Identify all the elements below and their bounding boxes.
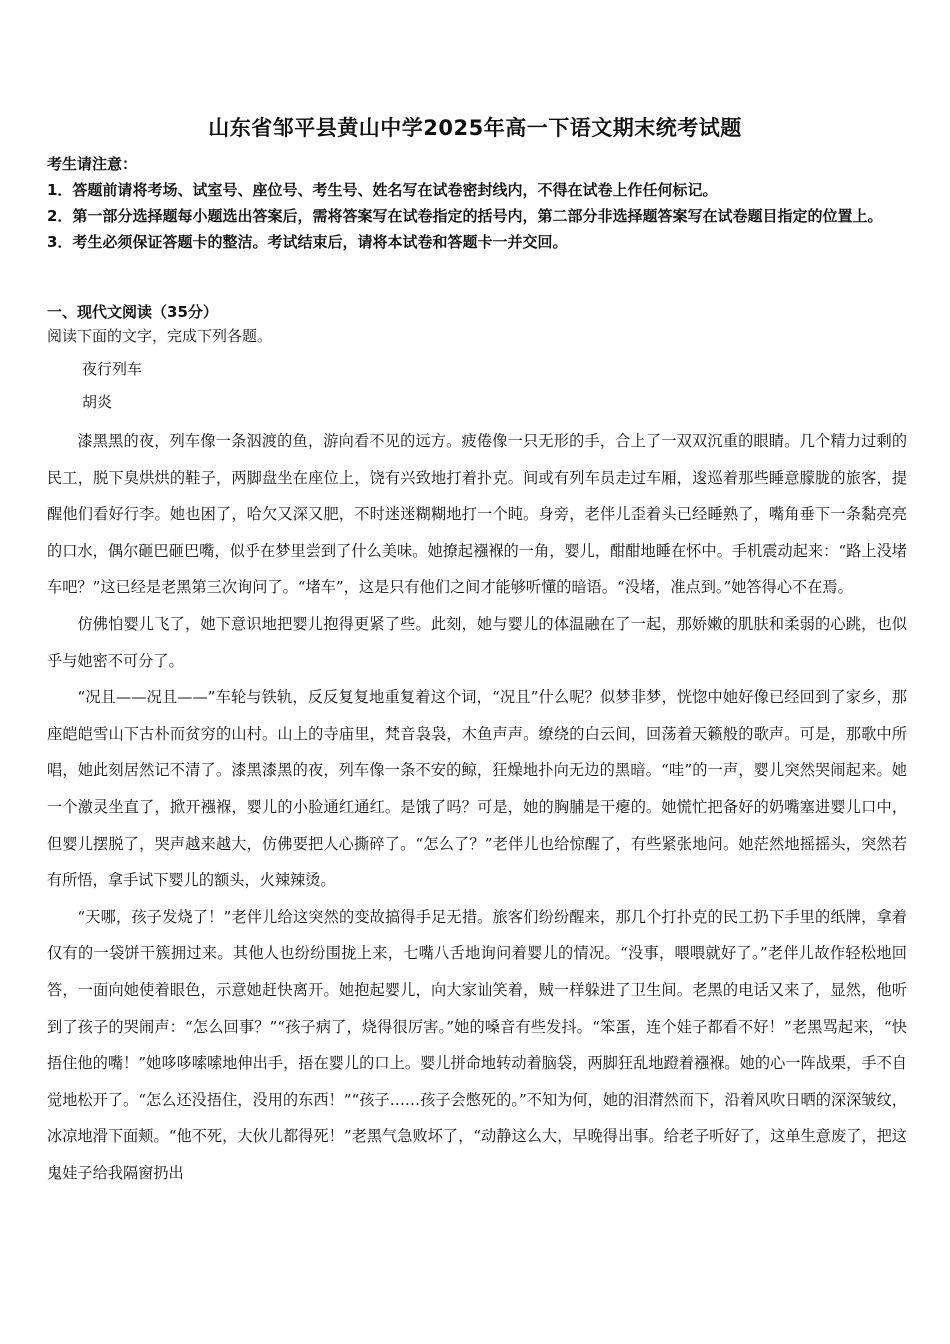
- story-paragraph-4: “天哪，孩子发烧了！”老伴儿给这突然的变故搞得手足无措。旅客们纷纷醒来，那几个打扑克的民工扔下手里的纸牌，拿着仅有的一袋饼干簇拥过来。其他人也纷纷围拢上来，七嘴八舌地询问着婴儿的情况。“没事，喂喂就好了。”老伴儿故作轻松地回答，一面向她使着眼色，示意她赶快离开。她抱起婴儿，向大家讪笑着，贼一样躲进了卫生间。老黑的电话又来了，显然，他听到了孩子的哭闹声：“怎么回事？”“孩子病了，烧得很厉害。”她的嗓音有些发抖。“笨蛋，连个娃子都看不好！”老黑骂起来，“快捂住他的嘴！”她哆哆嗦嗦地伸出手，捂在婴儿的口上。婴儿拼命地转动着脑袋，两脚狂乱地蹬着襁褓。她的心一阵战栗，手不自觉地松开了。“怎么还没捂住，没用的东西！”“孩子……孩子会憋死的。”不知为何，她的泪潸然而下，沿着风吹日晒的深深皱纹，冰凉地滑下面颊。“他不死，大伙儿都得死！”老黑气急败坏了，“动静这么大，早晚得出事。给老子听好了，这单生意废了，把这鬼娃子给我隔窗扔出: [47, 907, 907, 1182]
- story-paragraph-3: “况且——况且——”车轮与铁轨，反反复复地重复着这个词，“况且”什么呢？似梦非梦，恍惚中她好像已经回到了家乡，那座皑皑雪山下古朴而贫穷的山村。山上的寺庙里，梵音袅袅，木鱼声声。缭绕的白云间，回荡着天籁般的歌声。可是，那歌中所唱，她此刻居然记不清了。漆黑漆黑的夜，列车像一条不安的鲸，狂燥地扑向无边的黑暗。“哇”的一声，婴儿突然哭闹起来。她一个激灵坐直了，掀开襁褓，婴儿的小脸通红通红。是饿了吗？可是，她的胸脯是干瘪的。她慌忙把备好的奶嘴塞进婴儿口中，但婴儿摆脱了，哭声越来越大，仿佛要把人心撕碎了。“怎么了？”老伴儿也给惊醒了，有些紧张地问。她茫然地摇摇头，突然若有所悟，拿手试下婴儿的额头，火辣辣烫。: [47, 688, 907, 890]
- story-body: [47, 423, 907, 1191]
- section-instruction: 阅读下面的文字，完成下列各题。: [47, 327, 273, 345]
- notice-item-2: 2．第一部分选择题每小题选出答案后，需将答案写在试卷指定的括号内，第二部分非选择题答案写在试卷题目指定的位置上。: [47, 207, 883, 225]
- notice-heading: 考生请注意：: [47, 155, 138, 173]
- notice-item-1: 1．答题前请将考场、试室号、座位号、考生号、姓名写在试卷密封线内，不得在试卷上作任何标记。: [47, 181, 718, 199]
- story-paragraph-1: 漆黑黑的夜，列车像一条泅渡的鱼，游向看不见的远方。疲倦像一只无形的手，合上了一双双沉重的眼睛。几个精力过剩的民工，脱下臭烘烘的鞋子，两脚盘坐在座位上，饶有兴致地打着扑克。间或有列车员走过车厢，逡巡着那些睡意朦胧的旅客，提醒他们看好行李。她也困了，哈欠又深又肥，不时迷迷糊糊地打一个盹。身旁，老伴儿歪着头已经睡熟了，嘴角垂下一条黏亮亮的口水，偶尔砸巴砸巴嘴，似乎在梦里尝到了什么美味。她撩起襁褓的一角，婴儿，酣酣地睡在怀中。手机震动起来：“路上没堵车吧？”这已经是老黑第三次询问了。“堵车”，这是只有他们之间才能够听懂的暗语。“没堵，准点到。”她答得心不在焉。: [47, 432, 907, 597]
- story-paragraph-2: 仿佛怕婴儿飞了，她下意识地把婴儿抱得更紧了些。此刻，她与婴儿的体温融在了一起，那娇嫩的肌肤和柔弱的心跳，也似乎与她密不可分了。: [47, 614, 907, 670]
- story-title: 夜行列车: [82, 360, 143, 378]
- section-heading: 一、现代文阅读（35分）: [47, 303, 218, 321]
- notice-item-3: 3．考生必须保证答题卡的整洁。考试结束后，请将本试卷和答题卡一并交回。: [47, 233, 568, 251]
- document-title: 山东省邹平县黄山中学2025年高一下语文期末统考试题: [208, 116, 742, 140]
- story-author: 胡炎: [82, 393, 113, 411]
- exam-notice: [47, 151, 907, 255]
